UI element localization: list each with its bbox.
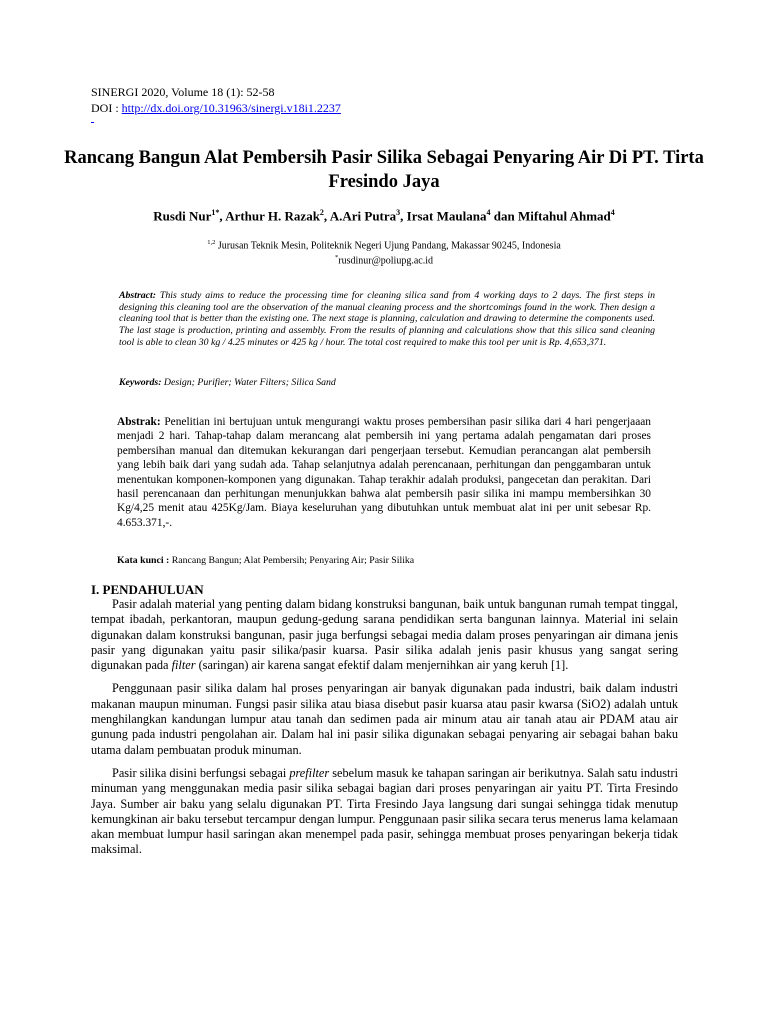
paper-title: Rancang Bangun Alat Pembersih Pasir Silika Sebagai Penyaring Air Di PT. Tirta Fresindo Jaya — [64, 148, 704, 192]
author-name: Rusdi Nur — [153, 208, 212, 224]
email-line — [40, 252, 728, 267]
author-separator: , — [323, 208, 330, 224]
email-sup: * — [334, 254, 339, 262]
paragraph-text: (saringan) air karena sangat efektif dalam menjernihkan air yang keruh [1]. — [195, 658, 569, 673]
author-name: Irsat Maulana — [406, 208, 487, 224]
abstract-indonesian — [117, 415, 651, 530]
keywords-indonesian — [117, 555, 651, 567]
affiliation-sup: 1,2 — [207, 239, 216, 246]
doi-line — [91, 100, 341, 116]
kata-kunci-label: Kata kunci : — [117, 555, 170, 566]
italic-term: filter — [171, 658, 196, 673]
author-affiliation-sup: 4 — [610, 208, 615, 217]
author-name: A.Ari Putra — [329, 208, 397, 224]
author-affiliation-sup: 3 — [396, 208, 401, 217]
author-list — [40, 204, 728, 225]
body-paragraph — [91, 597, 678, 673]
doi-link[interactable]: http://dx.doi.org/10.31963/sinergi.v18i1.2237 — [121, 101, 341, 115]
abstract-label: Abstract: — [119, 290, 157, 301]
section-heading: I. PENDAHULUAN — [91, 582, 204, 597]
link-artifact — [91, 122, 94, 123]
author-affiliation-sup: 1* — [211, 208, 220, 217]
journal-citation: SINERGI 2020, Volume 18 (1): 52-58 — [91, 85, 275, 99]
paragraph-text: Penggunaan pasir silika dalam hal proses penyaringan air banyak digunakan pada industri, baik dalam industri makanan maupun minuman. Fungsi pasir silika atau biasa disebut pasir kuarsa atau pasir kwarsa (SiO2) adalah untuk menghilangkan kandungan lumpur atau tanah dan sedimen pada air minum atau air tanah atau air PDAM atau air gunung pada industri pengolahan air. Dalam hal ini pasir silika digunakan sebagai penyaring air sebagai bahan baku utama dalam pembuatan produk minuman. — [91, 681, 678, 757]
author-email: rusdinur@poliupg.ac.id — [338, 255, 433, 267]
body-paragraph — [91, 681, 678, 757]
keywords-label: Keywords: — [119, 377, 162, 388]
author-affiliation-sup: 2 — [319, 208, 324, 217]
author-separator: , — [400, 208, 407, 224]
abstrak-label: Abstrak: — [117, 416, 161, 428]
journal-header — [91, 84, 341, 116]
affiliation-text: Jurusan Teknik Mesin, Politeknik Negeri Ujung Pandang, Makassar 90245, Indonesia — [215, 240, 561, 252]
keywords-text: Design; Purifier; Water Filters; Silica Sand — [161, 377, 336, 388]
doi-prefix: DOI : — [91, 101, 122, 115]
author-separator: dan — [490, 208, 518, 224]
body-paragraph — [91, 766, 678, 858]
paragraph-text: sebelum masuk ke tahapan saringan air berikutnya. Salah satu industri minuman yang menggunakan media pasir silika sebagai bagian dari proses penyaringan air yaitu PT. Tirta Fresindo Jaya. Sumber air baku yang selalu digunakan PT. Tirta Fresindo Jaya langsung dari sungai sehingga tidak menutup kemungkinan air baku tersebut tercampur dengan lumpur. Penggunaan pasir silika secara terus menerus lama kelamaan akan membuat lumpur hasil saringan akan menempel pada pasir, sehingga membuat proses penyaringan bekerja tidak maksimal. — [91, 765, 678, 857]
paragraph-text: Pasir adalah material yang penting dalam bidang konstruksi bangunan, baik untuk bangunan rumah tempat tinggal, tempat ibadah, perkantoran, maupun gedung-gedung sarana pendidikan serta bangunan lainnya. Material ini selain digunakan dalam konstruksi bangunan, pasir juga berfungsi sebagai media dalam proses penyaringan air dimana jenis pasir yang digunakan yaitu pasir silika/pasir kuarsa. Pasir silika adalah jenis pasir khusus yang sangat sering digunakan pada — [91, 597, 678, 673]
kata-kunci-text: Rancang Bangun; Alat Pembersih; Penyaring Air; Pasir Silika — [169, 555, 415, 566]
author-separator: , — [219, 208, 226, 224]
affiliation-line — [40, 237, 728, 252]
section-body — [91, 597, 678, 866]
abstract-english — [119, 290, 655, 349]
abstract-text: This study aims to reduce the processing time for cleaning silica sand from 4 working days to 2 days. The first steps in designing this cleaning tool are the observation of the manual cleaning process and the shortcomings found in the work. Then design a cleaning tool that is better than the existing one. The next stage is planning, calculation and drawing to determine the components used. The last stage is production, printing and assembly. From the results of planning and calculations show that this silica sand cleaning tool is able to clean 30 kg / 4.25 minutes or 425 kg / hour. The total cost required to make this tool per unit is Rp. 4,653,371. — [119, 290, 655, 348]
abstrak-text: Penelitian ini bertujuan untuk mengurangi waktu proses pembersihan pasir silika dari 4 hari pengerjaaan menjadi 2 hari. Tahap-tahap dalam merancang alat pembersih ini yang pertama adalah pengamatan dari proses pembersihan manual dan ditemukan kekurangan dari pengerjaan tersebut. Kemudian perancangan alat pembersih yang lebih baik dari yang sudah ada. Tahap selanjutnya adalah perencanaan, perhitungan dan penggambaran untuk menentukan komponen-komponen yang digunakan. Tahap terakhir adalah produksi, pangecetan dan perakitan. Dari hasil perencanaan dan perhitungan menunjukkan bahwa alat pembersih pasir silika ini mampu membersihkan 30 Kg/4,25 menit atau 425Kg/Jam. Biaya keseluruhan yang dibutuhkan untuk membuat alat ini per unit sebesar Rp. 4.653.371,-. — [117, 416, 651, 529]
keywords-english — [119, 377, 655, 389]
author-affiliation-sup: 4 — [486, 208, 491, 217]
affiliation — [40, 237, 728, 268]
author-name: Arthur H. Razak — [225, 208, 320, 224]
author-name: Miftahul Ahmad — [517, 208, 611, 224]
paragraph-text: Pasir silika disini berfungsi sebagai — [112, 765, 290, 780]
italic-term: prefilter — [289, 765, 330, 780]
